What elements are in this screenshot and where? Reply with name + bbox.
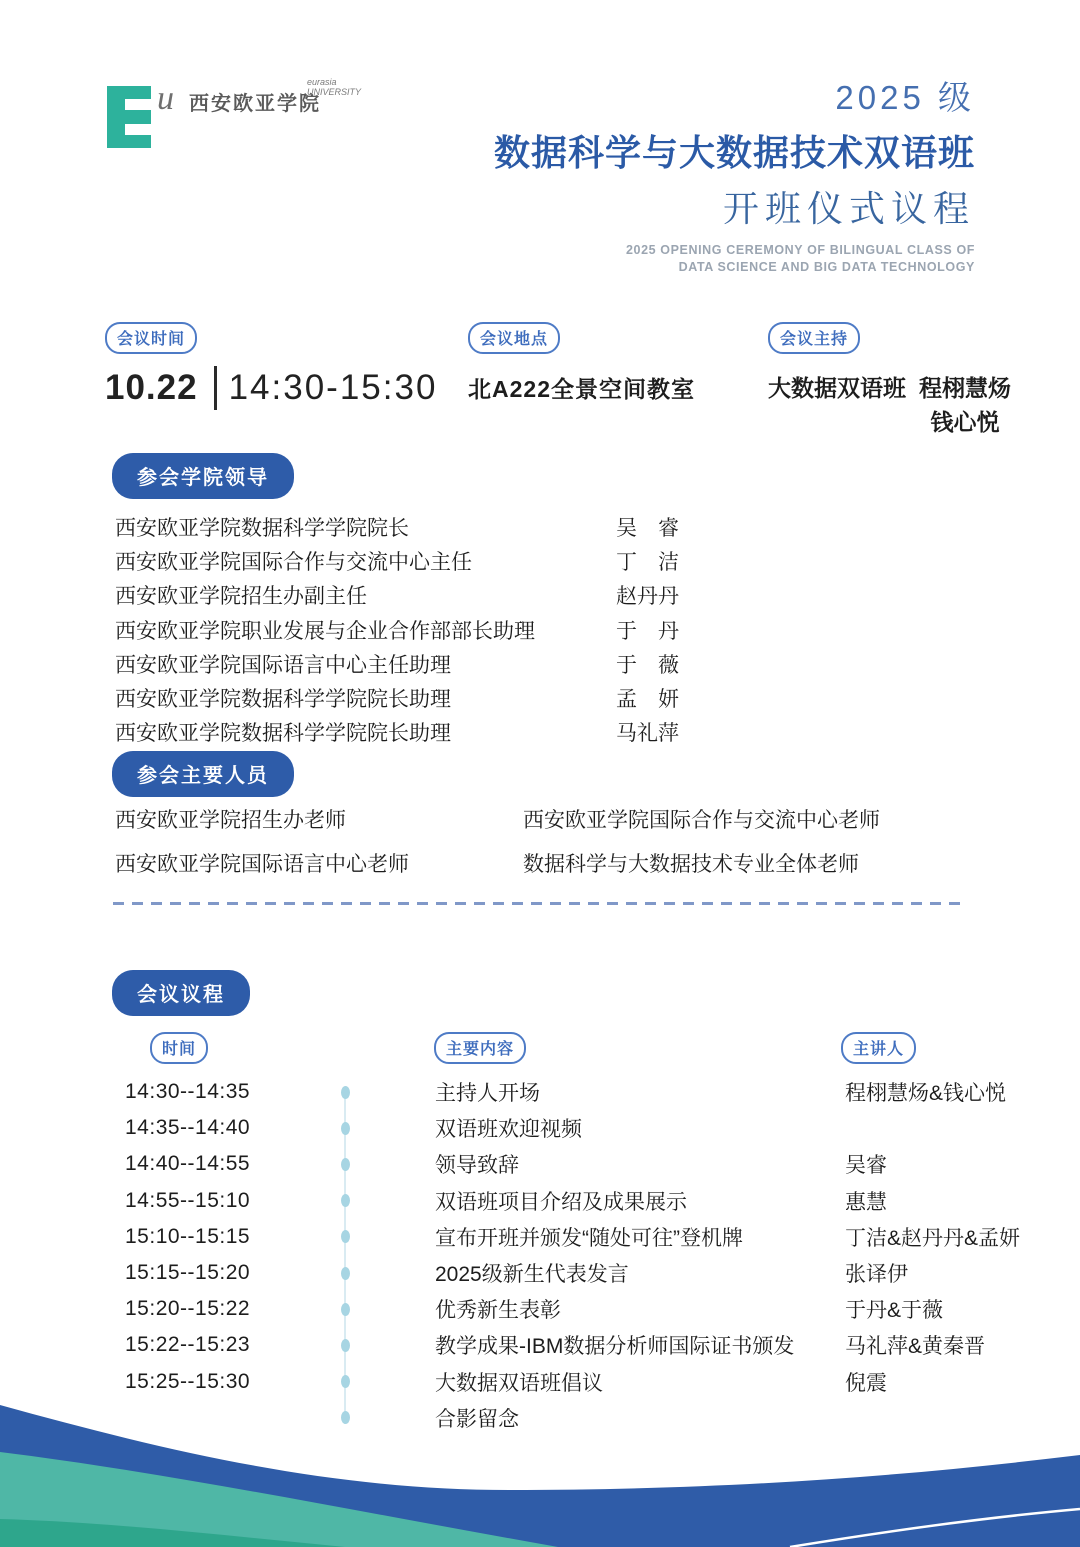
host-name: 钱心悦 [930,409,1000,435]
leader-row [115,647,690,681]
meeting-time-block [105,322,437,410]
agenda-row [0,1291,1080,1327]
timeline-dot-icon [341,1194,350,1207]
attendees-section-pill: 参会主要人员 [112,751,294,797]
leaders-section-header [112,453,294,499]
university-logo [107,77,427,154]
timeline-dot-icon [341,1375,350,1388]
agenda-section-pill: 会议议程 [112,970,250,1016]
timeline-dot-icon [341,1339,350,1352]
leader-row [115,510,690,544]
agenda-speaker: 惠慧 [845,1190,887,1214]
agenda-column-content: 主要内容 [434,1032,526,1064]
meeting-date: 10.22 [105,368,198,407]
agenda-content: 优秀新生表彰 [435,1299,561,1323]
attendee-item: 西安欧亚学院招生办老师 [115,809,346,832]
leader-title: 西安欧亚学院数据科学学院院长 [115,517,409,541]
page-title: 数据科学与大数据技术双语班 [493,132,975,173]
attendee-item: 数据科学与大数据技术专业全体老师 [523,853,859,876]
agenda-time: 15:15--15:20 [125,1261,251,1285]
agenda-speaker: 于丹&于薇 [845,1299,944,1323]
leader-title: 西安欧亚学院国际合作与交流中心主任 [115,551,472,575]
attendee-item: 西安欧亚学院国际合作与交流中心老师 [523,809,880,832]
agenda-content: 2025级新生代表发言 [435,1263,629,1287]
university-name-cn: 西安欧亚学院 [189,93,321,115]
leader-title: 西安欧亚学院招生办副主任 [115,585,367,609]
agenda-speaker: 吴睿 [845,1154,887,1178]
host-group: 大数据双语班 [768,375,906,401]
leader-name: 孟 妍 [616,688,679,712]
agenda-time: 15:25--15:30 [125,1369,251,1393]
agenda-time: 14:55--15:10 [125,1188,251,1212]
leader-name: 丁 洁 [616,551,679,575]
header-english-line1: 2025 OPENING CEREMONY OF BILINGUAL CLASS OF [626,243,975,257]
agenda-content: 教学成果-IBM数据分析师国际证书颁发 [435,1335,795,1359]
leader-row [115,715,690,749]
leader-name: 于 丹 [616,619,679,643]
agenda-row [0,1219,1080,1255]
attendee-item: 西安欧亚学院国际语言中心老师 [115,853,409,876]
timeline-dot-icon [341,1267,350,1280]
logo-e-mark-icon [107,86,151,148]
leader-name: 马礼萍 [616,722,679,746]
leader-name: 吴 睿 [616,517,679,541]
agenda-row [0,1364,1080,1400]
page-subtitle: 开班仪式议程 [722,188,975,229]
agenda-time: 15:10--15:15 [125,1224,251,1248]
timeline-dot-icon [341,1230,350,1243]
agenda-content: 双语班欢迎视频 [435,1118,582,1142]
leaders-list [115,510,690,749]
timeline-dot-icon [341,1158,350,1171]
meeting-location-value: 北A222全景空间教室 [468,376,695,402]
meeting-host-block [768,322,1011,439]
dashed-divider [113,902,965,905]
agenda-time: 14:30--14:35 [125,1080,251,1104]
host-names [919,371,1011,439]
leader-title: 西安欧亚学院职业发展与企业合作部部长助理 [115,619,535,643]
agenda-speaker: 张译伊 [845,1263,908,1287]
agenda-speaker: 丁洁&赵丹丹&孟妍 [845,1226,1021,1250]
timeline-dot-icon [341,1086,350,1099]
agenda-speaker: 马礼萍&黄秦晋 [845,1335,986,1359]
agenda-row [0,1146,1080,1182]
meeting-host-badge: 会议主持 [768,322,860,354]
meeting-time-badge: 会议时间 [105,322,197,354]
agenda-column-speaker: 主讲人 [841,1032,916,1064]
agenda-row [0,1400,1080,1436]
leader-name: 于 薇 [616,653,679,677]
university-name-en-line2: UNIVERSITY [307,87,362,97]
leader-name: 赵丹丹 [616,585,679,609]
attendees-section-header [112,751,294,797]
agenda-row [0,1110,1080,1146]
leader-title: 西安欧亚学院数据科学学院院长助理 [115,722,451,746]
attendees-list [115,804,880,878]
agenda-speaker: 程栩慧炀&钱心悦 [845,1082,1007,1106]
agenda-content: 合影留念 [435,1407,519,1431]
meeting-host-value [768,371,1011,439]
header-english-line2: DATA SCIENCE AND BIG DATA TECHNOLOGY [678,260,975,274]
agenda-speaker: 倪震 [845,1371,887,1395]
university-name-en-line1: eurasia [307,77,337,87]
agenda-time: 15:20--15:22 [125,1297,251,1321]
leader-row [115,578,690,612]
leader-title: 西安欧亚学院国际语言中心主任助理 [115,653,451,677]
agenda-time: 14:35--14:40 [125,1116,251,1140]
agenda-time: 15:22--15:23 [125,1333,251,1357]
timeline-dot-icon [341,1411,350,1424]
agenda-content: 宣布开班并颁发“随处可往”登机牌 [435,1226,743,1250]
agenda-content: 主持人开场 [435,1082,540,1106]
meeting-location-badge: 会议地点 [468,322,560,354]
timeline-dot-icon [341,1122,350,1135]
host-name: 程栩慧炀 [919,375,1011,401]
leader-title: 西安欧亚学院数据科学学院院长助理 [115,688,451,712]
agenda-content: 领导致辞 [435,1154,519,1178]
leader-row [115,613,690,647]
logo-script-letter: u [157,80,174,117]
meeting-location-block [468,322,695,404]
agenda-time: 14:40--14:55 [125,1152,251,1176]
agenda-content: 双语班项目介绍及成果展示 [435,1190,687,1214]
leader-row [115,681,690,715]
meeting-time-range: 14:30-15:30 [228,368,438,407]
meeting-time-value [105,366,437,410]
header-year-line: 2025 级 [835,79,975,116]
agenda-row [0,1183,1080,1219]
agenda-section-header [112,970,250,1016]
leaders-section-pill: 参会学院领导 [112,453,294,499]
agenda-row [0,1074,1080,1110]
timeline-dot-icon [341,1303,350,1316]
agenda-row [0,1327,1080,1363]
agenda-column-time: 时间 [150,1032,208,1064]
leader-row [115,544,690,578]
poster-header [494,72,975,274]
university-name-en [307,77,361,97]
agenda-content: 大数据双语班倡议 [435,1371,603,1395]
agenda-table [0,1074,1080,1436]
time-divider [214,366,217,410]
agenda-row [0,1255,1080,1291]
